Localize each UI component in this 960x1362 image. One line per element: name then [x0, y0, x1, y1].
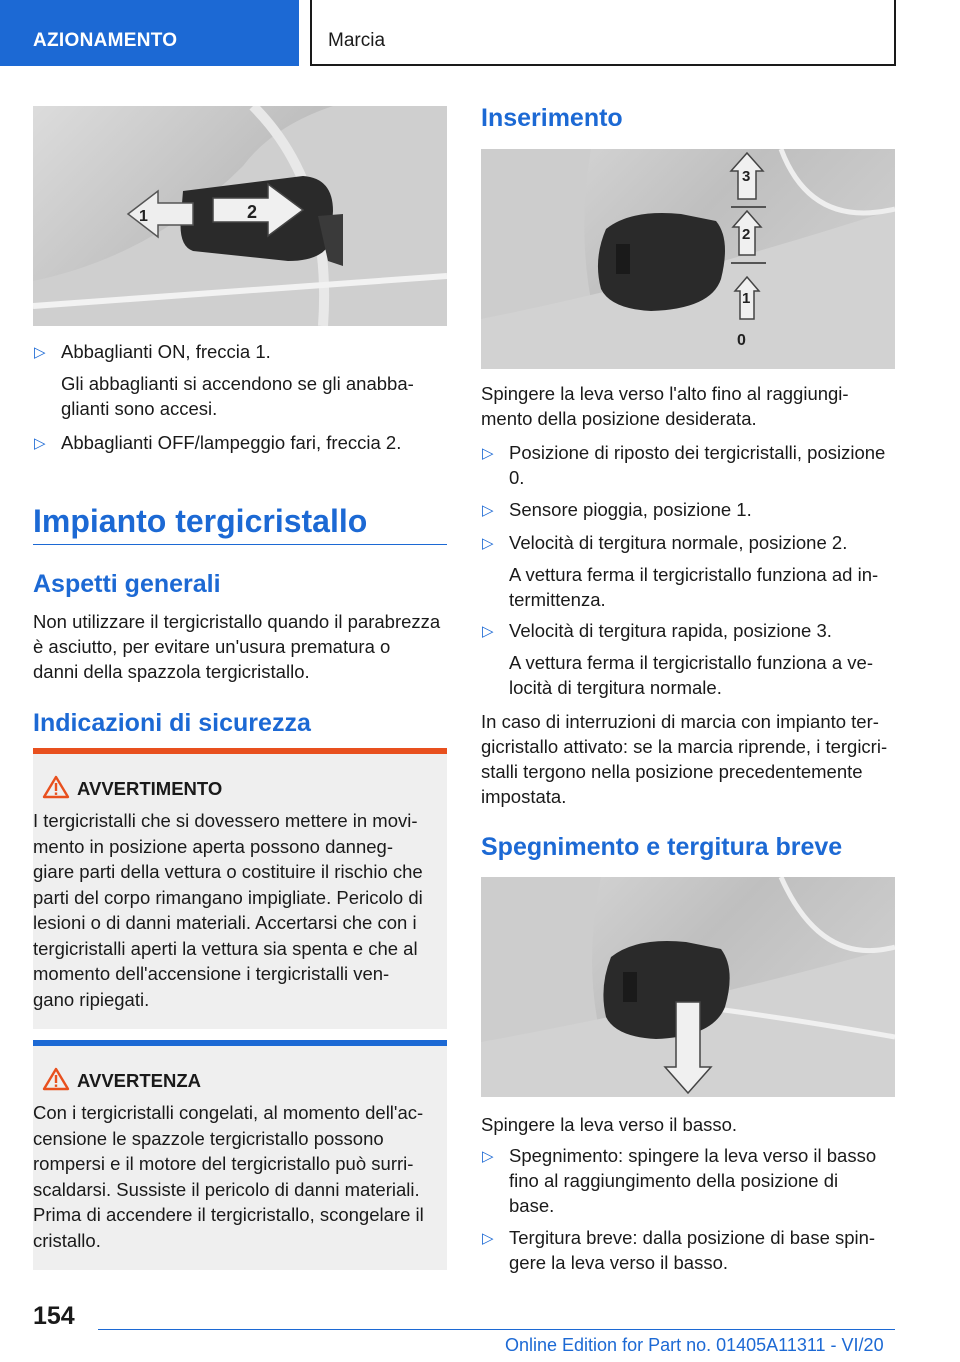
triangle-bullet-icon: ▷	[482, 535, 494, 552]
list-item: ▷ Spegnimento: spingere la leva verso il basso fino al raggiungimento della posizione di base.	[482, 1145, 877, 1216]
warning-triangle-icon	[42, 775, 70, 799]
list-item: ▷ Velocità di tergitura rapida, posizione 3. A vettura ferma il tergicristallo funziona a ve- locità di tergitura normale.	[482, 620, 873, 698]
triangle-bullet-icon: ▷	[34, 344, 46, 361]
edition-link[interactable]: Online Edition for Part no. 01405A11311 - VI/20	[505, 1335, 884, 1355]
footer-rule	[98, 1329, 895, 1330]
section-tab[interactable]: AZIONAMENTO	[0, 0, 299, 66]
caution-title: AVVERTENZA	[77, 1070, 202, 1091]
wiper-lever-down-illustration	[481, 877, 895, 1097]
page-number: 154	[33, 1302, 75, 1330]
heading-rule	[33, 544, 447, 545]
list-item: ▷ Abbaglianti ON, freccia 1. Gli abbaglianti si accendono se gli anabba- glianti sono accesi.	[34, 341, 414, 419]
triangle-bullet-icon: ▷	[482, 1230, 494, 1247]
caution-text: Con i tergicristalli congelati, al momento dell'ac- censione le spazzole tergicristallo possono rompersi e il motore del tergicristallo può surri- scaldarsi. Sussiste il pericolo di danni materiali. Prima di accendere il tergicristallo, scongelare il cristallo.	[33, 1102, 424, 1251]
position-label-3: 3	[742, 168, 751, 185]
position-label-0: 0	[737, 332, 746, 349]
triangle-bullet-icon: ▷	[34, 435, 46, 452]
arrow-label-1: 1	[139, 208, 148, 225]
paragraph: In caso di interruzioni di marcia con impianto ter- gicristallo attivato: se la marcia riprende, i tergicri- stalli tergono nella posizione precedentemente impostata.	[481, 711, 888, 807]
warning-bar	[33, 748, 447, 754]
triangle-bullet-icon: ▷	[482, 623, 494, 640]
arrow-label-2: 2	[247, 202, 258, 222]
warning-text: I tergicristalli che si dovessero mettere in movi- mento in posizione aperta possono danneg- giare parti della vettura o costituire il rischio che parti del corpo rimangano impigliate. Pericolo di lesioni o di danni materiali. Accertarsi che con i tergicristalli aperti la vettura sia spenta e che al momento dell'accensione i tergicristalli ven- gano ripiegati.	[33, 810, 423, 1010]
section-heading: Inserimento	[481, 104, 623, 132]
triangle-bullet-icon: ▷	[482, 1148, 494, 1165]
warning-box	[33, 748, 447, 1029]
list-item: ▷ Velocità di tergitura normale, posizione 2. A vettura ferma il tergicristallo funziona ad in- termittenza.	[482, 532, 879, 610]
section-heading: Indicazioni di sicurezza	[33, 709, 311, 737]
wiper-lever-up-illustration	[481, 149, 895, 369]
warning-triangle-icon	[42, 1067, 70, 1091]
paragraph: Spingere la leva verso l'alto fino al raggiungi- mento della posizione desiderata.	[481, 383, 849, 429]
triangle-bullet-icon: ▷	[482, 445, 494, 462]
list-item: ▷ Posizione di riposto dei tergicristalli, posizione 0.	[482, 442, 886, 488]
page-heading: Impianto tergicristallo	[33, 503, 368, 539]
list-item: ▷ Sensore pioggia, posizione 1.	[481, 497, 895, 522]
paragraph: Non utilizzare il tergicristallo quando il parabrezza è asciutto, per evitare un'usura prematura o danni della spazzola tergicristallo.	[33, 611, 441, 682]
wiper-lever-up-figure	[481, 149, 895, 369]
caution-bar	[33, 1040, 447, 1046]
list-item: ▷ Abbaglianti OFF/lampeggio fari, freccia 2.	[33, 430, 447, 455]
chapter-title: Marcia	[310, 0, 896, 66]
position-label-1: 1	[742, 290, 751, 307]
section-heading: Spegnimento e tergitura breve	[481, 833, 843, 861]
high-beam-lever-figure	[33, 106, 447, 326]
triangle-bullet-icon: ▷	[482, 502, 494, 519]
caution-box	[33, 1040, 447, 1270]
paragraph: Spingere la leva verso il basso.	[481, 1114, 738, 1135]
section-heading: Aspetti generali	[33, 570, 221, 598]
list-item: ▷ Tergitura breve: dalla posizione di base spin- gere la leva verso il basso.	[482, 1227, 876, 1273]
position-label-2: 2	[742, 226, 751, 243]
high-beam-lever-illustration	[33, 106, 447, 326]
warning-title: AVVERTIMENTO	[77, 778, 223, 799]
wiper-lever-down-figure	[481, 877, 895, 1097]
